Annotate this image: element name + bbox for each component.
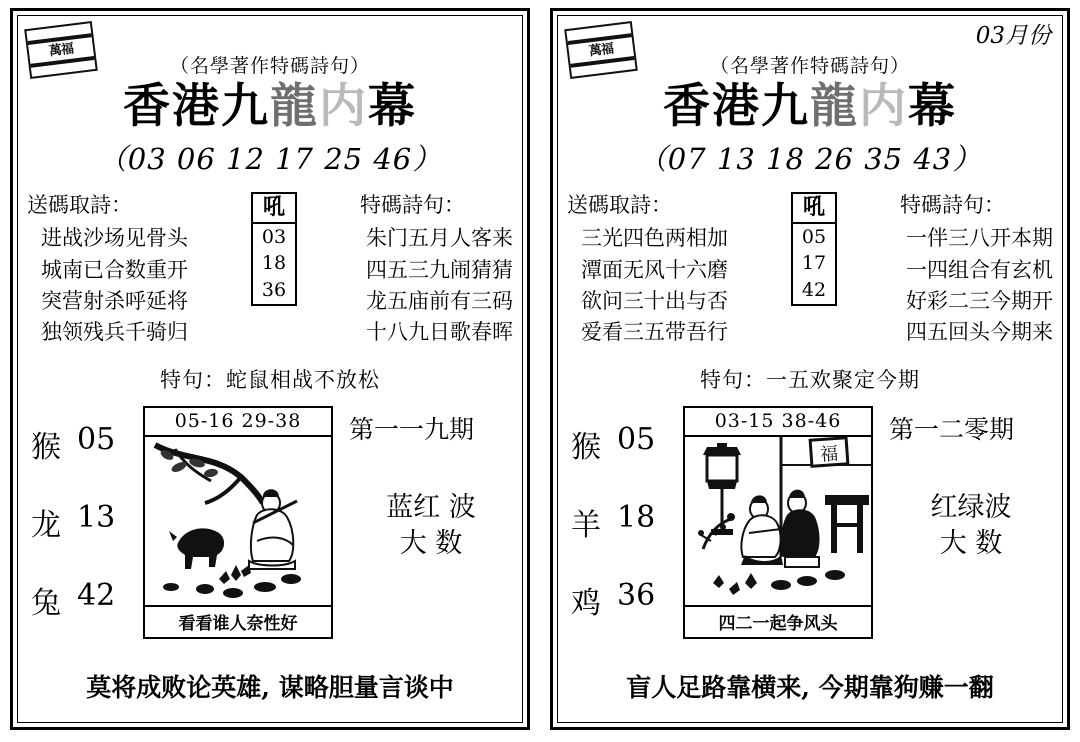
left-verse-line: 城南已合数重开 bbox=[41, 257, 188, 282]
right-verse-block bbox=[900, 190, 1053, 347]
lower-section bbox=[21, 406, 519, 656]
panel-right-frame bbox=[550, 8, 1070, 730]
code-box-header: 吼 bbox=[253, 194, 295, 223]
seal-stamp-text: 萬福 bbox=[588, 41, 614, 59]
zodiac-number: 42 bbox=[77, 577, 116, 613]
illustration-art bbox=[145, 437, 331, 605]
right-verse-line: 好彩二三今期开 bbox=[906, 288, 1053, 313]
panel-subtitle: （名學著作特碼詩句） bbox=[169, 55, 370, 77]
code-box-header: 吼 bbox=[793, 194, 835, 223]
right-verse-line: 十八九日歌春晖 bbox=[366, 319, 513, 344]
verse-row bbox=[561, 190, 1059, 347]
period-label: 第一一九期 bbox=[349, 414, 475, 444]
code-box-value: 17 bbox=[801, 252, 827, 275]
illustration-art bbox=[685, 437, 871, 605]
title-segment-4: 幕 bbox=[908, 79, 957, 134]
svg-text:福: 福 bbox=[819, 443, 839, 466]
footer-slogan: 盲人足路靠横来, 今期靠狗赚一翻 bbox=[626, 672, 994, 702]
illustration-caption: 看看谁人奈性好 bbox=[145, 605, 331, 637]
zodiac-number: 05 bbox=[617, 421, 656, 457]
illustration-drawing-icon bbox=[145, 437, 331, 605]
panel-title bbox=[21, 79, 519, 134]
illustration-caption: 四二一起争风头 bbox=[685, 605, 871, 637]
right-verse-block bbox=[360, 190, 513, 347]
code-box-value: 18 bbox=[261, 252, 287, 275]
special-verse-text: 一五欢聚定今期 bbox=[766, 367, 920, 392]
right-verse-line: 朱门五月人客来 bbox=[366, 226, 513, 251]
zodiac-item bbox=[31, 422, 143, 466]
title-segment-2: 龍 bbox=[810, 79, 859, 134]
wave-line-1: 蓝红 波 bbox=[386, 491, 476, 523]
seal-stamp-icon bbox=[24, 21, 98, 79]
zodiac-name: 兔 bbox=[31, 585, 61, 621]
zodiac-name: 龙 bbox=[31, 507, 61, 543]
illustration-card bbox=[143, 406, 333, 639]
right-verse-line: 四五三九闹猜猜 bbox=[366, 257, 513, 282]
illustration-drawing-icon bbox=[685, 437, 871, 605]
zodiac-number: 36 bbox=[617, 577, 656, 613]
main-number-set: （07 13 18 26 35 43） bbox=[637, 142, 983, 177]
code-box-value: 42 bbox=[801, 279, 827, 302]
verse-row bbox=[21, 190, 519, 347]
wave-info bbox=[885, 490, 1057, 563]
code-box-value: 36 bbox=[261, 279, 287, 302]
title-segment-3: 内 bbox=[319, 79, 368, 134]
right-verse-line: 一四组合有玄机 bbox=[906, 257, 1053, 282]
left-verse-line: 独领残兵千骑归 bbox=[41, 319, 188, 344]
zodiac-name: 猴 bbox=[31, 429, 61, 465]
left-verse-header: 送碼取詩： bbox=[567, 193, 672, 218]
zodiac-name: 羊 bbox=[571, 507, 601, 543]
zodiac-number: 18 bbox=[617, 499, 656, 535]
right-verse-line: 四五回头今期来 bbox=[906, 319, 1053, 344]
right-verse-line: 一伴三八开本期 bbox=[906, 226, 1053, 251]
code-box-value: 05 bbox=[801, 225, 827, 248]
title-segment-4: 幕 bbox=[368, 79, 417, 134]
zodiac-name: 鸡 bbox=[571, 585, 601, 621]
illustration-numbers: 03-15 38-46 bbox=[685, 408, 871, 437]
zodiac-name: 猴 bbox=[571, 429, 601, 465]
main-number-set: （03 06 12 17 25 46） bbox=[97, 142, 443, 177]
zodiac-item bbox=[571, 422, 683, 466]
special-verse-text: 蛇鼠相战不放松 bbox=[226, 367, 380, 392]
footer-slogan: 莫将成败论英雄, 谋略胆量言谈中 bbox=[86, 672, 454, 702]
title-segment-2: 龍 bbox=[270, 79, 319, 134]
zodiac-item bbox=[571, 578, 683, 622]
period-label: 第一二零期 bbox=[889, 414, 1015, 444]
left-verse-header: 送碼取詩： bbox=[27, 193, 132, 218]
month-label: 03月份 bbox=[975, 23, 1051, 49]
code-box bbox=[251, 192, 297, 306]
wave-line-1: 红绿波 bbox=[930, 491, 1012, 523]
right-verse-line: 龙五庙前有三码 bbox=[366, 288, 513, 313]
left-verse-block bbox=[27, 190, 188, 347]
title-segment-3: 内 bbox=[859, 79, 908, 134]
panel-right bbox=[540, 0, 1080, 742]
wave-info bbox=[345, 490, 517, 563]
special-verse bbox=[21, 364, 519, 394]
left-verse-line: 突营射杀呼延将 bbox=[41, 288, 188, 313]
special-verse-label: 特句： bbox=[160, 367, 226, 392]
right-verse-header: 特碼詩句： bbox=[360, 193, 465, 218]
wave-line-2: 大 数 bbox=[399, 528, 463, 560]
illustration-card bbox=[683, 406, 873, 639]
right-verse-header: 特碼詩句： bbox=[900, 193, 1005, 218]
panel-title bbox=[561, 79, 1059, 134]
lower-section bbox=[561, 406, 1059, 656]
code-box-value: 03 bbox=[261, 225, 287, 248]
right-info-column bbox=[333, 406, 517, 563]
zodiac-item bbox=[31, 578, 143, 622]
code-box bbox=[791, 192, 837, 306]
zodiac-number: 05 bbox=[77, 421, 116, 457]
zodiac-item bbox=[31, 500, 143, 544]
title-segment-1: 香港九 bbox=[123, 79, 270, 134]
zodiac-number: 13 bbox=[77, 499, 116, 535]
zodiac-list bbox=[563, 406, 683, 656]
left-verse-line: 三光四色两相加 bbox=[581, 226, 728, 251]
left-verse-line: 爱看三五带吾行 bbox=[581, 319, 728, 344]
seal-stamp-text: 萬福 bbox=[48, 41, 74, 59]
wave-line-2: 大 数 bbox=[939, 528, 1003, 560]
zodiac-item bbox=[571, 500, 683, 544]
seal-stamp-icon bbox=[564, 21, 638, 79]
panel-subtitle: （名學著作特碼詩句） bbox=[709, 55, 910, 77]
right-info-column bbox=[873, 406, 1057, 563]
left-verse-block bbox=[567, 190, 728, 347]
title-segment-1: 香港九 bbox=[663, 79, 810, 134]
special-verse-label: 特句： bbox=[700, 367, 766, 392]
illustration-numbers: 05-16 29-38 bbox=[145, 408, 331, 437]
zodiac-list bbox=[23, 406, 143, 656]
left-verse-line: 进战沙场见骨头 bbox=[41, 226, 188, 251]
left-verse-line: 欲问三十出与否 bbox=[581, 288, 728, 313]
special-verse bbox=[561, 364, 1059, 394]
left-verse-line: 潭面无风十六磨 bbox=[581, 257, 728, 282]
panel-left-frame bbox=[10, 8, 530, 730]
